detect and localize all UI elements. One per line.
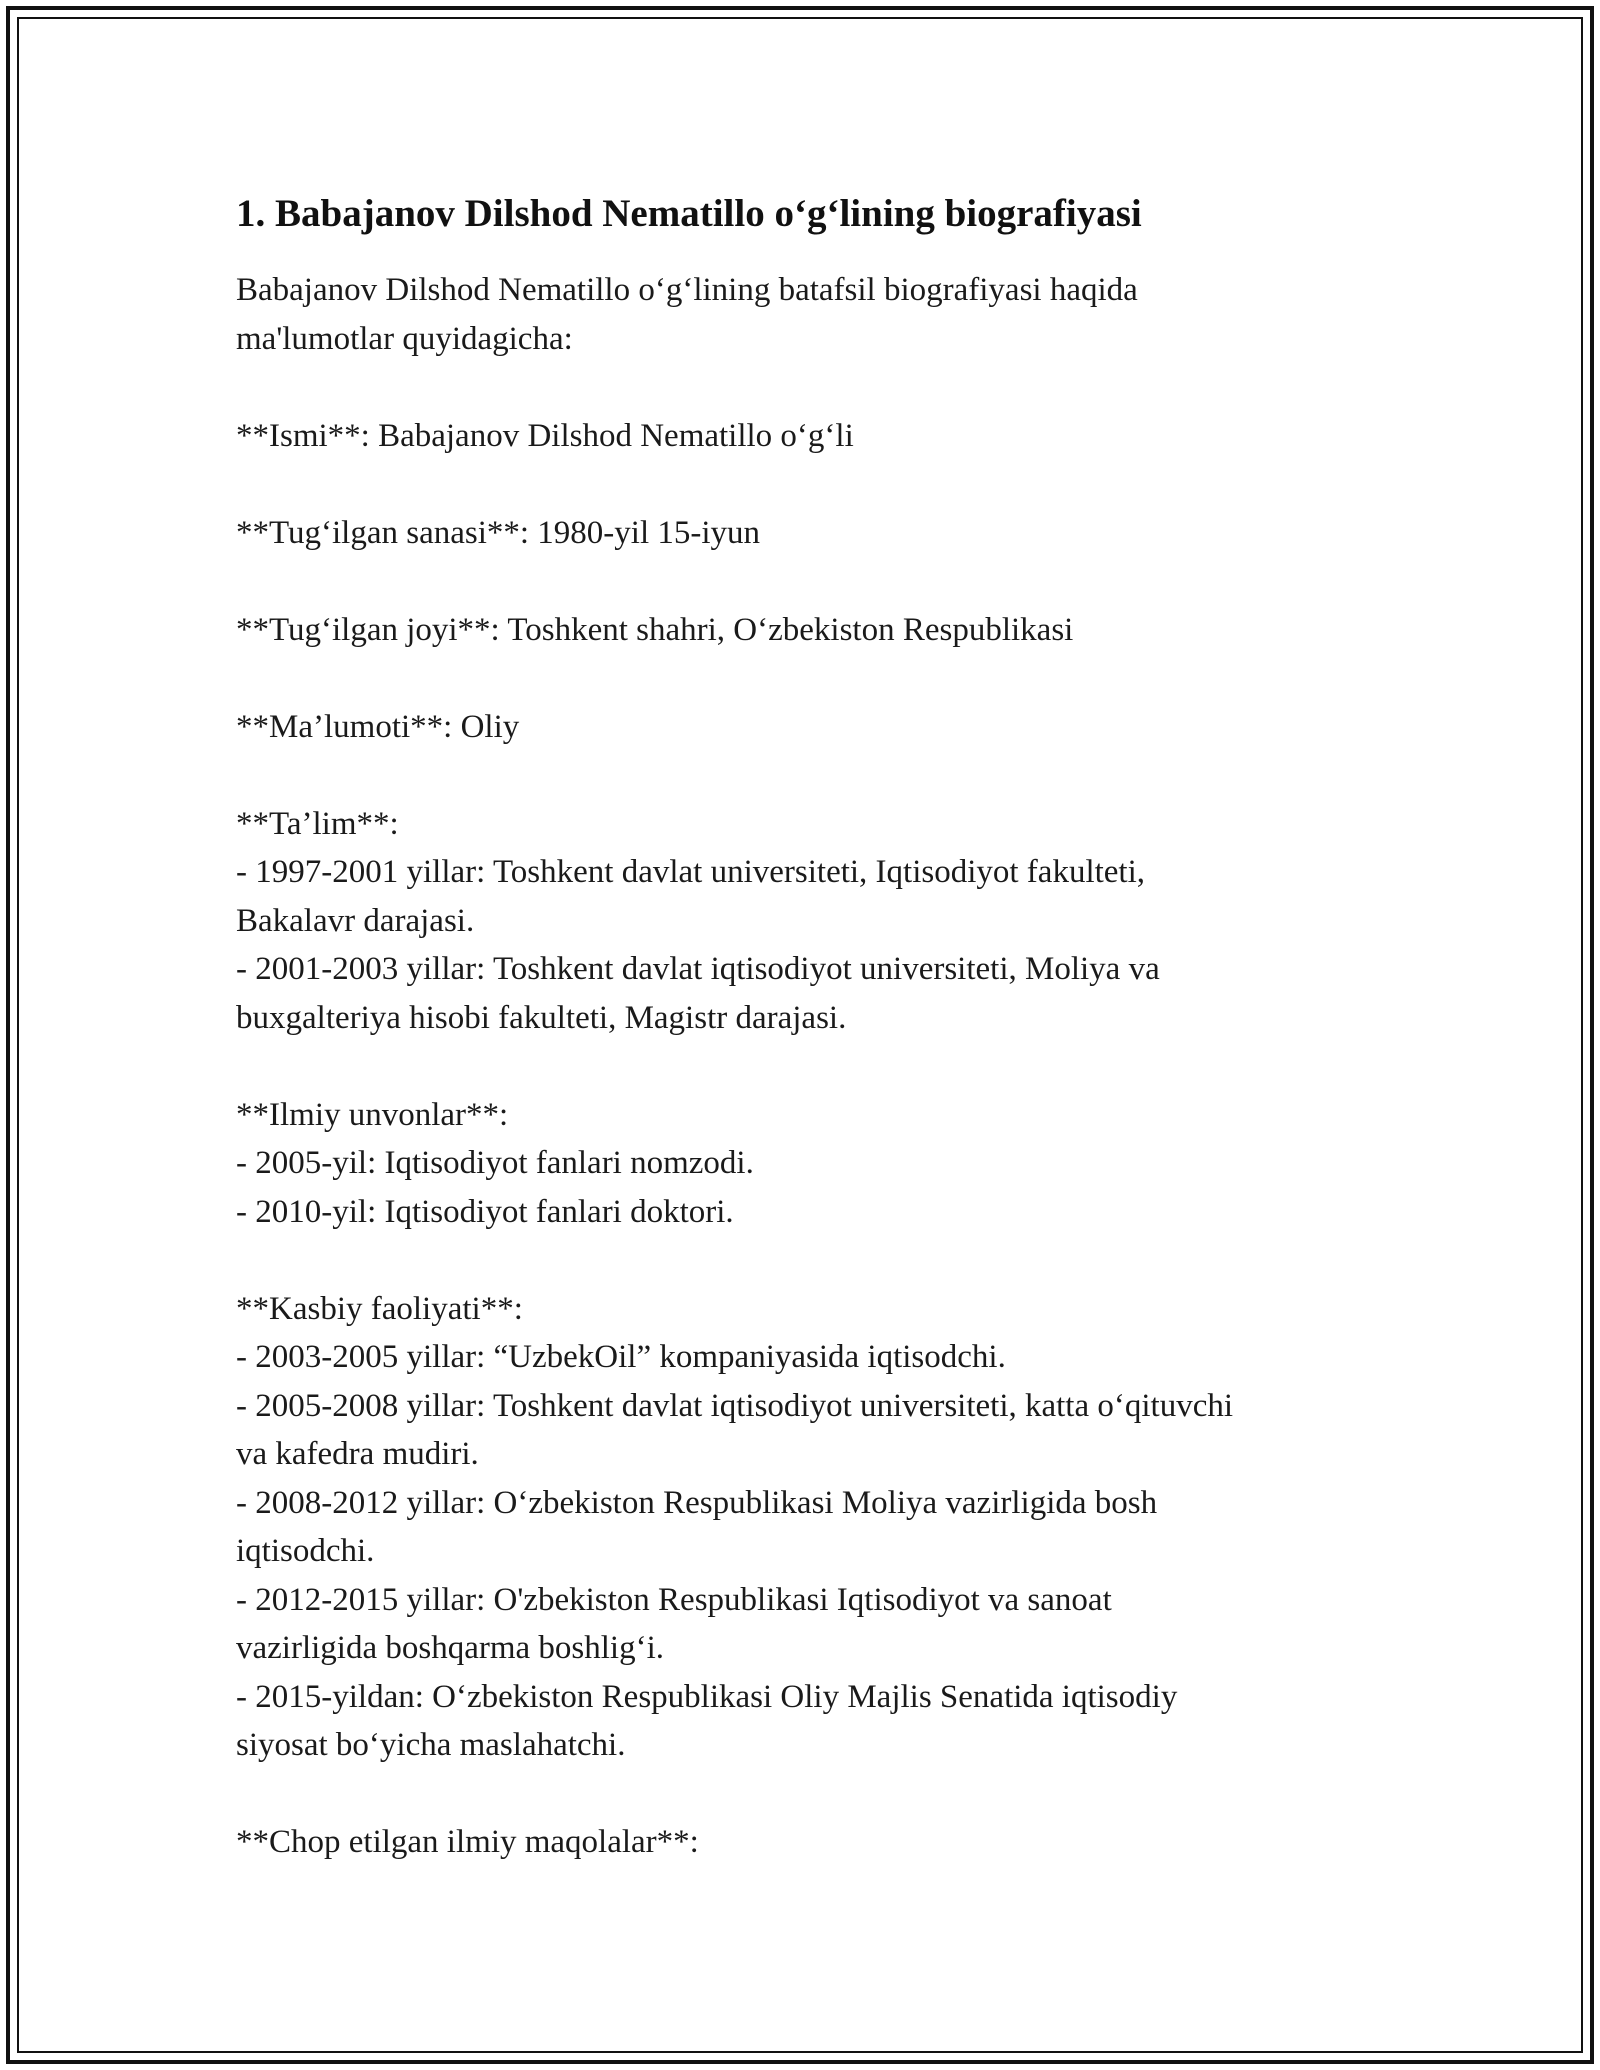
text-line: - 2003-2005 yillar: “UzbekOil” kompaniyasida iqtisodchi. xyxy=(236,1339,1006,1375)
text-line: - 2010-yil: Iqtisodiyot fanlari doktori. xyxy=(236,1193,734,1230)
text-line: - 2001-2003 yillar: Toshkent davlat iqtisodiyot universiteti, Moliya va xyxy=(236,951,1160,987)
text-line: **Tug‘ilgan joyi**: Toshkent shahri, O‘zbekiston Respublikasi xyxy=(236,611,1074,648)
text-line: va kafedra mudiri. xyxy=(236,1436,479,1472)
text-line: - 2005-yil: Iqtisodiyot fanlari nomzodi. xyxy=(236,1145,754,1181)
text-line: buxgalteriya hisobi fakulteti, Magistr darajasi. xyxy=(236,999,847,1036)
text-line: - 2008-2012 yillar: O‘zbekiston Respublikasi Moliya vazirligida bosh xyxy=(236,1484,1158,1521)
document-body xyxy=(236,190,1366,1867)
text-line: Babajanov Dilshod Nematillo o‘g‘lining batafsil biografiyasi haqida xyxy=(236,272,1138,308)
text-line: **Chop etilgan ilmiy maqolalar**: xyxy=(236,1824,699,1860)
blank-line xyxy=(236,654,1366,703)
blank-line xyxy=(236,1770,1366,1819)
document-title: 1. Babajanov Dilshod Nematillo o‘g‘lining biografiyasi xyxy=(236,192,1142,235)
blank-line xyxy=(236,363,1366,412)
text-line: - 2012-2015 yillar: O'zbekiston Respublikasi Iqtisodiyot va sanoat xyxy=(236,1581,1112,1618)
text-line: **Kasbiy faoliyati**: xyxy=(236,1290,523,1327)
blank-line xyxy=(236,1042,1366,1091)
text-line: vazirligida boshqarma boshlig‘i. xyxy=(236,1630,664,1666)
text-line: - 1997-2001 yillar: Toshkent davlat universiteti, Iqtisodiyot fakulteti, xyxy=(236,854,1146,890)
text-line: Bakalavr darajasi. xyxy=(236,902,475,939)
text-line: iqtisodchi. xyxy=(236,1533,375,1569)
blank-line xyxy=(236,1236,1366,1285)
text-line: **Ma’lumoti**: Oliy xyxy=(236,708,520,745)
text-line: siyosat bo‘yicha maslahatchi. xyxy=(236,1727,626,1763)
text-line: **Ismi**: Babajanov Dilshod Nematillo o‘g‘li xyxy=(236,417,854,454)
text-line: ma'lumotlar quyidagicha: xyxy=(236,320,573,357)
document-lines xyxy=(236,266,1366,1867)
blank-line xyxy=(236,557,1366,606)
text-line: - 2015-yildan: O‘zbekiston Respublikasi Oliy Majlis Senatida iqtisodiy xyxy=(236,1678,1178,1715)
text-line: - 2005-2008 yillar: Toshkent davlat iqtisodiyot universiteti, katta o‘qituvchi xyxy=(236,1387,1234,1424)
text-line: **Ta’lim**: xyxy=(236,805,399,842)
blank-line xyxy=(236,460,1366,509)
text-line: **Ilmiy unvonlar**: xyxy=(236,1096,509,1133)
text-line: **Tug‘ilgan sanasi**: 1980-yil 15-iyun xyxy=(236,514,761,551)
blank-line xyxy=(236,751,1366,800)
